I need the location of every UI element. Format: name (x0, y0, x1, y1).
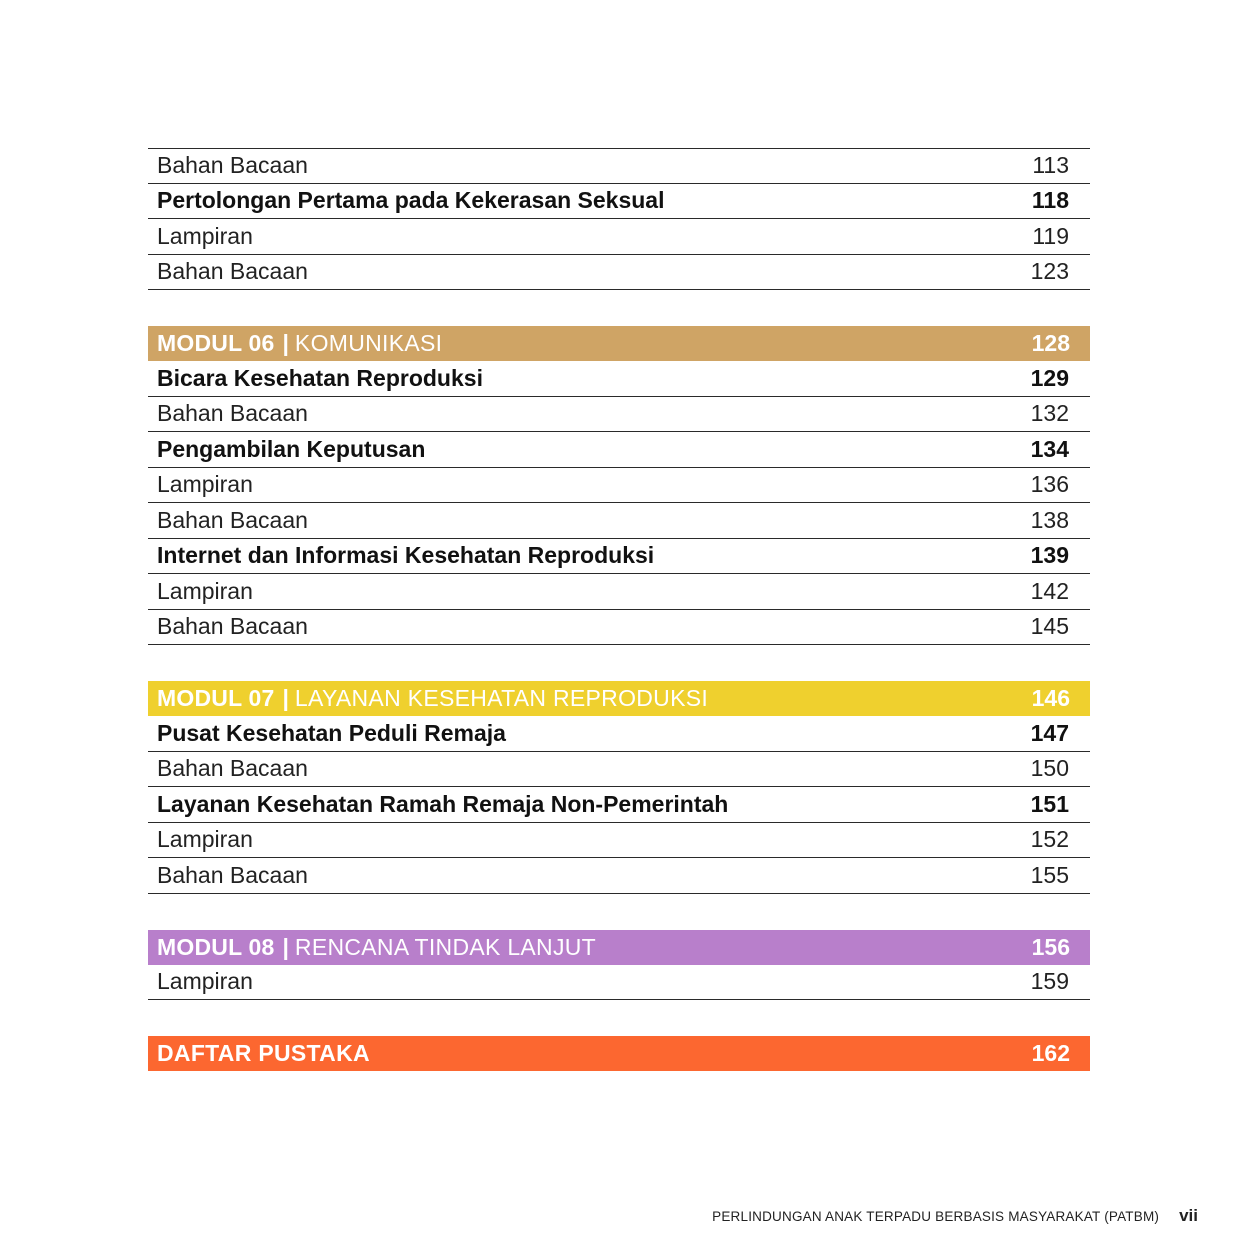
toc-modul-08-section (148, 930, 1090, 1001)
toc-row-title: Bicara Kesehatan Reproduksi (157, 364, 483, 391)
toc-row[interactable] (148, 503, 1090, 539)
toc-row-page: 113 (1032, 152, 1069, 179)
toc-row[interactable] (148, 610, 1090, 646)
toc-row-title: Pertolongan Pertama pada Kekerasan Seksual (157, 187, 665, 214)
modul-title: KOMUNIKASI (294, 330, 443, 356)
toc-row-title: Pusat Kesehatan Peduli Remaja (157, 719, 506, 746)
toc-row-title: Internet dan Informasi Kesehatan Reproduksi (157, 542, 655, 569)
toc-row-page: 138 (1030, 506, 1069, 533)
toc-row-title: Bahan Bacaan (157, 258, 308, 285)
toc-row-page: 129 (1030, 364, 1069, 391)
toc-row[interactable] (148, 148, 1090, 184)
modul-08-header[interactable] (148, 930, 1090, 965)
modul-page: 128 (1031, 330, 1070, 356)
header-separator: | (282, 933, 289, 960)
header-left (157, 687, 708, 710)
toc-row-page: 150 (1030, 755, 1069, 782)
toc-row-title: Bahan Bacaan (157, 613, 308, 640)
header-left (157, 332, 442, 355)
modul-number: MODUL 06 (157, 330, 275, 356)
footer-running-title: PERLINDUNGAN ANAK TERPADU BERBASIS MASYARAKAT (PATBM) (712, 1209, 1160, 1224)
table-of-contents (148, 148, 1090, 1071)
page-footer (712, 1206, 1198, 1226)
toc-row-title: Lampiran (157, 222, 253, 249)
toc-row-page: 155 (1030, 861, 1069, 888)
toc-row[interactable] (148, 219, 1090, 255)
toc-row-page: 159 (1030, 968, 1069, 995)
toc-row-page: 151 (1030, 790, 1069, 817)
modul-07-header[interactable] (148, 681, 1090, 716)
toc-row-title: Lampiran (157, 826, 253, 853)
toc-row-page: 123 (1030, 258, 1069, 285)
modul-number: MODUL 07 (157, 685, 275, 711)
toc-row-title: Bahan Bacaan (157, 152, 308, 179)
toc-intro-section (148, 148, 1090, 290)
toc-row-page: 142 (1030, 577, 1069, 604)
toc-row[interactable] (148, 787, 1090, 823)
toc-row-page: 147 (1030, 719, 1069, 746)
modul-title: LAYANAN KESEHATAN REPRODUKSI (294, 685, 709, 711)
toc-row-title: Lampiran (157, 577, 253, 604)
toc-row-title: Bahan Bacaan (157, 400, 308, 427)
toc-row[interactable] (148, 858, 1090, 894)
modul-title: RENCANA TINDAK LANJUT (294, 933, 597, 960)
toc-row-page: 132 (1030, 400, 1069, 427)
toc-row-title: Bahan Bacaan (157, 861, 308, 888)
toc-row-title: Lampiran (157, 471, 253, 498)
toc-row-page: 139 (1030, 542, 1069, 569)
toc-row[interactable] (148, 965, 1090, 1001)
toc-row-page: 136 (1030, 471, 1069, 498)
toc-row-page: 152 (1030, 826, 1069, 853)
toc-row-title: Layanan Kesehatan Ramah Remaja Non-Pemerintah (157, 790, 729, 817)
toc-row[interactable] (148, 397, 1090, 433)
toc-row[interactable] (148, 184, 1090, 220)
toc-row[interactable] (148, 539, 1090, 575)
toc-row[interactable] (148, 361, 1090, 397)
toc-row[interactable] (148, 716, 1090, 752)
modul-page: 156 (1031, 933, 1070, 960)
toc-row-page: 134 (1030, 435, 1069, 462)
toc-row-title: Bahan Bacaan (157, 755, 308, 782)
toc-row-title: Lampiran (157, 968, 253, 995)
toc-row[interactable] (148, 255, 1090, 291)
toc-modul-07-section (148, 681, 1090, 894)
toc-row-title: Bahan Bacaan (157, 506, 308, 533)
toc-row[interactable] (148, 432, 1090, 468)
modul-06-header[interactable] (148, 326, 1090, 361)
daftar-pustaka-page: 162 (1031, 1040, 1070, 1066)
toc-row-title: Pengambilan Keputusan (157, 435, 426, 462)
toc-row-page: 119 (1032, 222, 1069, 249)
toc-row[interactable] (148, 823, 1090, 859)
daftar-pustaka-header[interactable] (148, 1036, 1090, 1071)
daftar-pustaka-title: DAFTAR PUSTAKA (157, 1040, 370, 1066)
modul-number: MODUL 08 (157, 933, 275, 960)
toc-row-page: 118 (1031, 187, 1069, 214)
toc-row[interactable] (148, 468, 1090, 504)
header-left (157, 933, 597, 960)
modul-page: 146 (1031, 685, 1070, 711)
page-number: vii (1179, 1206, 1198, 1225)
header-separator: | (282, 685, 289, 711)
toc-row[interactable] (148, 574, 1090, 610)
toc-row[interactable] (148, 752, 1090, 788)
header-separator: | (282, 330, 289, 356)
toc-row-page: 145 (1030, 613, 1069, 640)
toc-modul-06-section (148, 326, 1090, 645)
